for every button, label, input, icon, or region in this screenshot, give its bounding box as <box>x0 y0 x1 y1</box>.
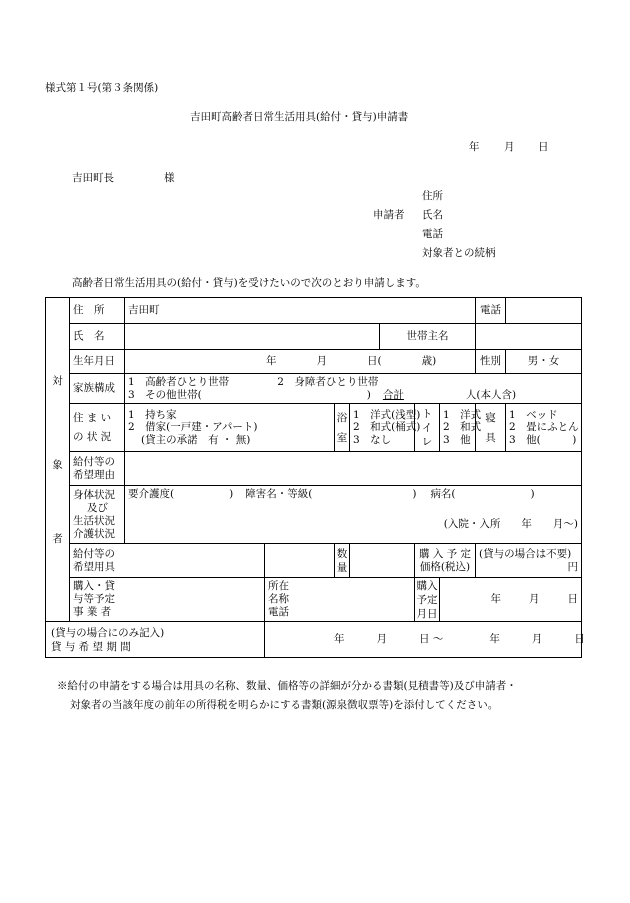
address-field[interactable]: 吉田町 <box>125 298 476 324</box>
toilet-field[interactable]: 1 洋式 2 和式 3 他 <box>440 404 476 452</box>
quantity-label: 数 量 <box>335 544 350 578</box>
date-month: 月 <box>504 141 515 153</box>
phone-label: 電話 <box>476 298 506 324</box>
family-label: 家族構成 <box>70 374 125 404</box>
householder-label: 世帯主名 <box>380 324 476 350</box>
note-line-2: 対象者の当該年度の前年の所得税を明らかにする書類(源泉徴収票等)を添付してください。 <box>70 699 499 711</box>
vendor-label: 購入・貸 与等予定 事 業 者 <box>70 578 265 622</box>
phone-field[interactable] <box>506 298 582 324</box>
reason-label: 給付等の 希望理由 <box>70 452 125 486</box>
price-field[interactable]: (貸与の場合は不要) 円 <box>476 544 582 578</box>
vendor-field[interactable]: 所在 名称 電話 <box>265 578 415 622</box>
item-label: 給付等の 希望用具 <box>70 544 265 578</box>
price-label: 購 入 予 定 価格(税込) <box>415 544 476 578</box>
applicant-phone-label: 電話 <box>422 228 443 240</box>
birth-label: 生年月日 <box>70 350 125 374</box>
name-field[interactable] <box>125 324 380 350</box>
purchase-date-label: 購入 予定 月日 <box>416 579 438 620</box>
rental-period-field[interactable]: 年 月 日 ～ 年 月 日 <box>265 622 582 658</box>
address-label: 住 所 <box>70 298 125 324</box>
toilet-label: ト イ レ <box>415 404 440 452</box>
purchase-date-field[interactable]: 年 月 日 <box>440 578 582 622</box>
sex-field[interactable]: 男・女 <box>506 350 582 374</box>
subject-side-label <box>46 298 70 622</box>
sex-label: 性別 <box>476 350 506 374</box>
bath-field[interactable]: 1 洋式(浅型) 2 和式(桶式) 3 なし <box>350 404 415 452</box>
subject-char-1: 対 <box>52 374 63 387</box>
bedding-label: 寝 具 <box>476 404 506 452</box>
quantity-field[interactable] <box>350 544 415 578</box>
addressee: 吉田町長 <box>72 172 114 184</box>
applicant-name-label: 氏名 <box>422 209 443 221</box>
householder-field[interactable] <box>476 324 582 350</box>
application-table <box>45 297 585 658</box>
physical-field[interactable]: 要介護度( ) 障害名・等級( ) 病名( ) (入院・入所 年 月～) <box>125 486 582 544</box>
applicant-address-label: 住所 <box>422 190 443 202</box>
date-year: 年 <box>469 141 480 153</box>
family-field[interactable]: 1 高齢者ひとり世帯 2 身障者ひとり世帯 3 その他世帯( ) 合計 人(本人含) <box>125 374 582 404</box>
intro-text: 高齢者日常生活用具の(給付・貸与)を受けたいので次のとおり申請します。 <box>72 277 426 289</box>
applicant-label: 申請者 <box>373 209 405 221</box>
subject-char-3: 者 <box>52 532 63 545</box>
physical-label: 身体状況 及び 生活状況 介護状況 <box>70 486 125 544</box>
date-day: 日 <box>538 141 549 153</box>
applicant-relation-label: 対象者との続柄 <box>422 247 496 259</box>
rental-period-label: (貸与の場合にのみ記入) 貸 与 希 望 期 間 <box>46 622 265 658</box>
attachment-note <box>57 677 517 715</box>
honorific: 様 <box>164 172 175 184</box>
item-field[interactable] <box>265 544 335 578</box>
housing-field[interactable]: 1 持ち家 2 借家(一戸建・アパート) (貸主の承諾 有 ・ 無) <box>125 404 335 452</box>
bedding-field[interactable]: 1 ベッド 2 畳にふとん 3 他( ) <box>506 404 582 452</box>
note-line-1: ※給付の申請をする場合は用具の名称、数量、価格等の詳細が分かる書類(見積書等)及び申請者・ <box>57 680 517 692</box>
name-label: 氏 名 <box>70 324 125 350</box>
subject-char-2: 象 <box>52 458 63 471</box>
reason-field[interactable] <box>125 452 582 486</box>
document-title: 吉田町高齢者日常生活用具(給付・貸与)申請書 <box>190 111 409 123</box>
form-number: 様式第１号(第３条関係) <box>45 82 159 94</box>
bath-label: 浴 室 <box>335 404 350 452</box>
birth-field[interactable]: 年 月 日( 歳) <box>125 350 476 374</box>
housing-label: 住 ま い の 状 況 <box>70 404 125 452</box>
